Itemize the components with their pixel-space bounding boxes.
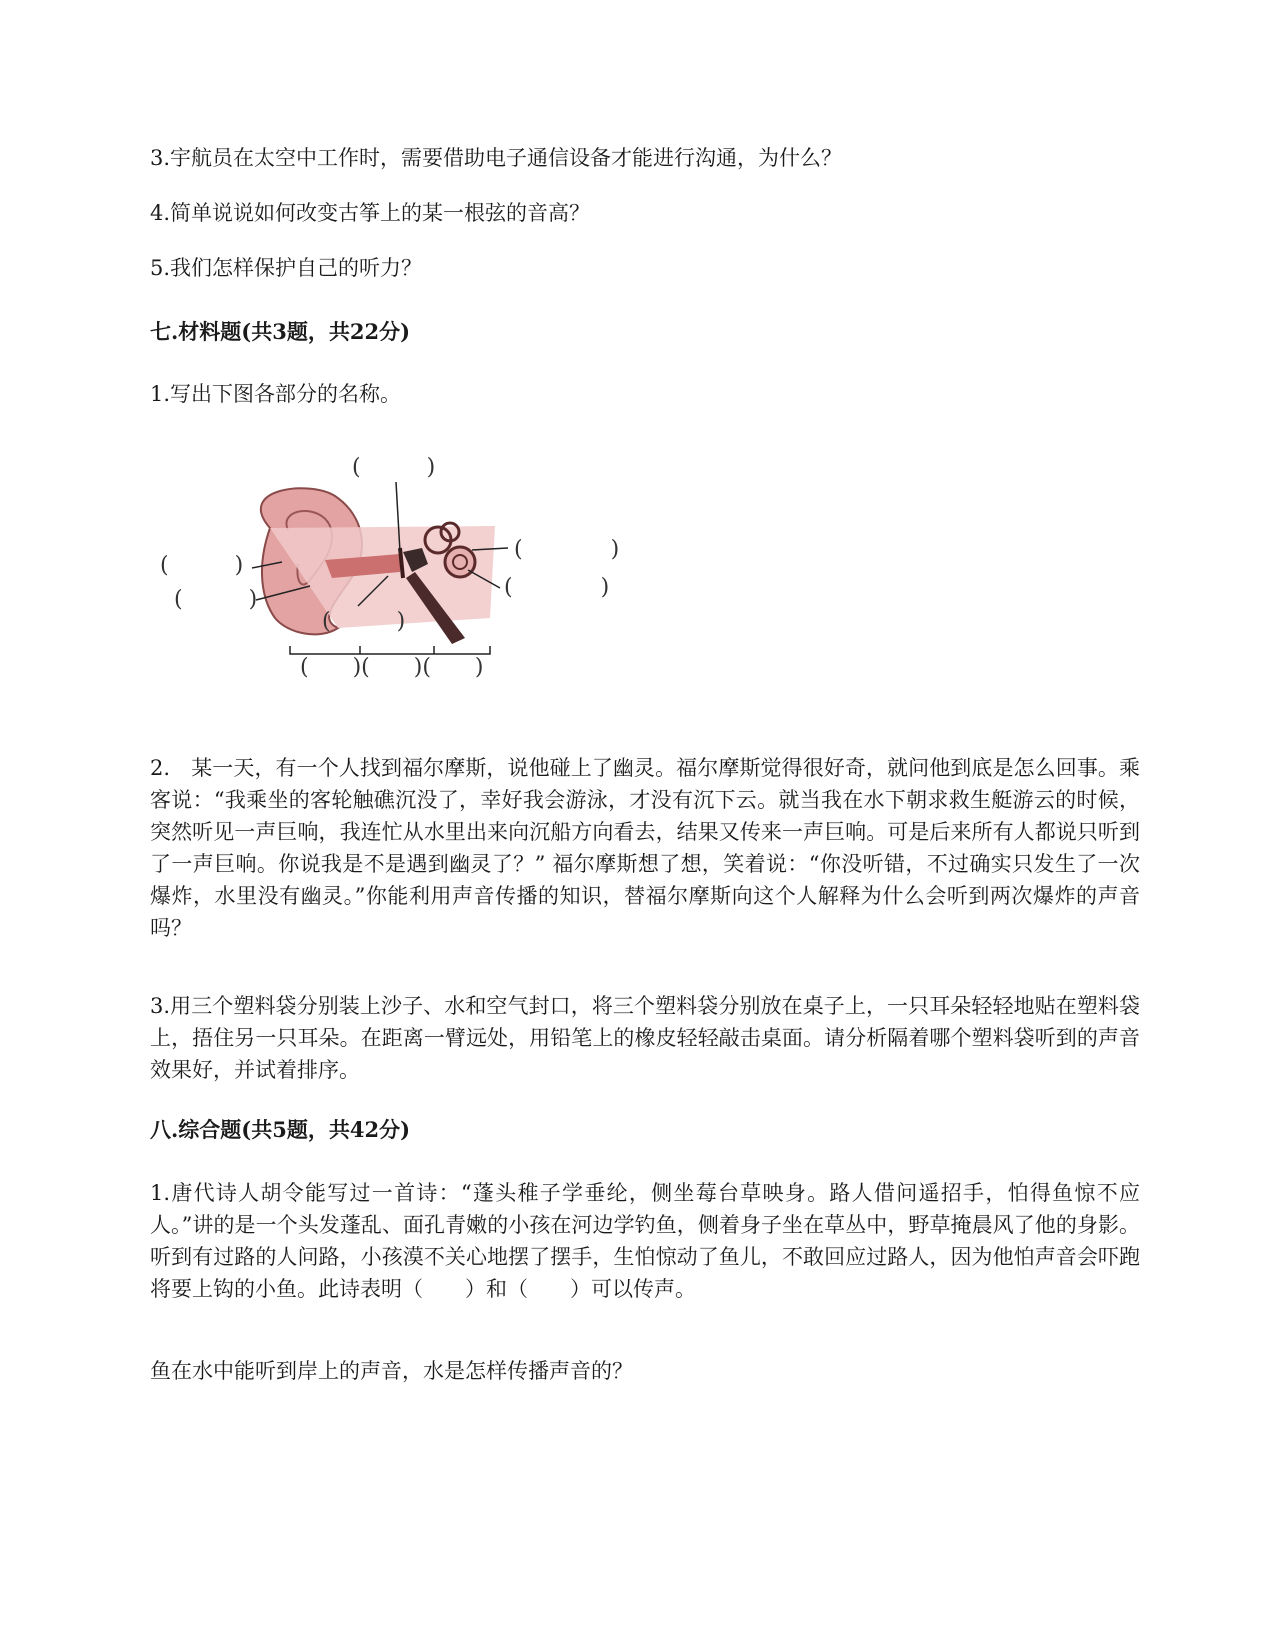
label-blank-right-2: ( ) <box>504 575 610 600</box>
question-6-5: 5.我们怎样保护自己的听力？ <box>150 256 423 280</box>
question-6-3: 3.宇航员在太空中工作时，需要借助电子通信设备才能进行沟通，为什么？ <box>150 146 843 170</box>
label-blank-bottom: ( )( )( ) <box>300 655 484 680</box>
bottom-bracket <box>290 646 490 654</box>
label-blank-left-1: ( ) <box>160 553 244 578</box>
section-7-heading: 七.材料题(共3题，共22分) <box>150 319 411 344</box>
question-7-1: 1.写出下图各部分的名称。 <box>150 382 402 406</box>
ear-anatomy-diagram <box>160 455 660 728</box>
label-blank-left-2: ( ) <box>174 587 258 612</box>
label-blank-middle: ( ) <box>322 609 406 634</box>
label-blank-right-1: ( ) <box>514 537 620 562</box>
question-7-3: 3.用三个塑料袋分别装上沙子、水和空气封口，将三个塑料袋分别放在桌子上，一只耳朵轻轻地贴在塑料袋上，捂住另一只耳朵。在距离一臂远处，用铅笔上的橡皮轻轻敲击桌面。请分析隔着哪个塑料袋听到的声音效果好，并试着排序。 <box>150 994 1140 1082</box>
section-8-heading: 八.综合题(共5题，共42分) <box>150 1117 411 1142</box>
question-6-4: 4.简单说说如何改变古筝上的某一根弦的音高？ <box>150 201 591 225</box>
cochlea-shape <box>445 547 475 577</box>
label-blank-top: ( ) <box>352 455 436 480</box>
question-7-2: 2. 某一天，有一个人找到福尔摩斯，说他碰上了幽灵。福尔摩斯觉得很好奇，就问他到底是怎么回事。乘客说：“我乘坐的客轮触礁沉没了，幸好我会游泳，才没有沉下云。就当我在水下朝求救生艇游云的时候，突然听见一声巨响，我连忙从水里出来向沉船方向看去，结果又传来一声巨响。可是后来所有人都说只听到了一声巨响。你说我是不是遇到幽灵了？” 福尔摩斯想了想，笑着说：“你没听错，不过确实只发生了一次爆炸，水里没有幽灵。”你能利用声音传播的知识，替福尔摩斯向这个人解释为什么会听到两次爆炸的声音吗？ <box>150 756 1140 940</box>
question-8-1: 1.唐代诗人胡令能写过一首诗：“蓬头稚子学垂纶，侧坐莓台草映身。路人借问遥招手，怕得鱼惊不应人。”讲的是一个头发蓬乱、面孔青嫩的小孩在河边学钓鱼，侧着身子坐在草丛中，野草掩晨风了他的身影。听到有过路的人问路，小孩漠不关心地摆了摆手，生怕惊动了鱼儿，不敢回应过路人，因为他怕声音会吓跑将要上钩的小鱼。此诗表明（ ）和（ ）可以传声。 <box>150 1181 1140 1301</box>
question-8-1-sub: 鱼在水中能听到岸上的声音，水是怎样传播声音的？ <box>150 1359 633 1383</box>
